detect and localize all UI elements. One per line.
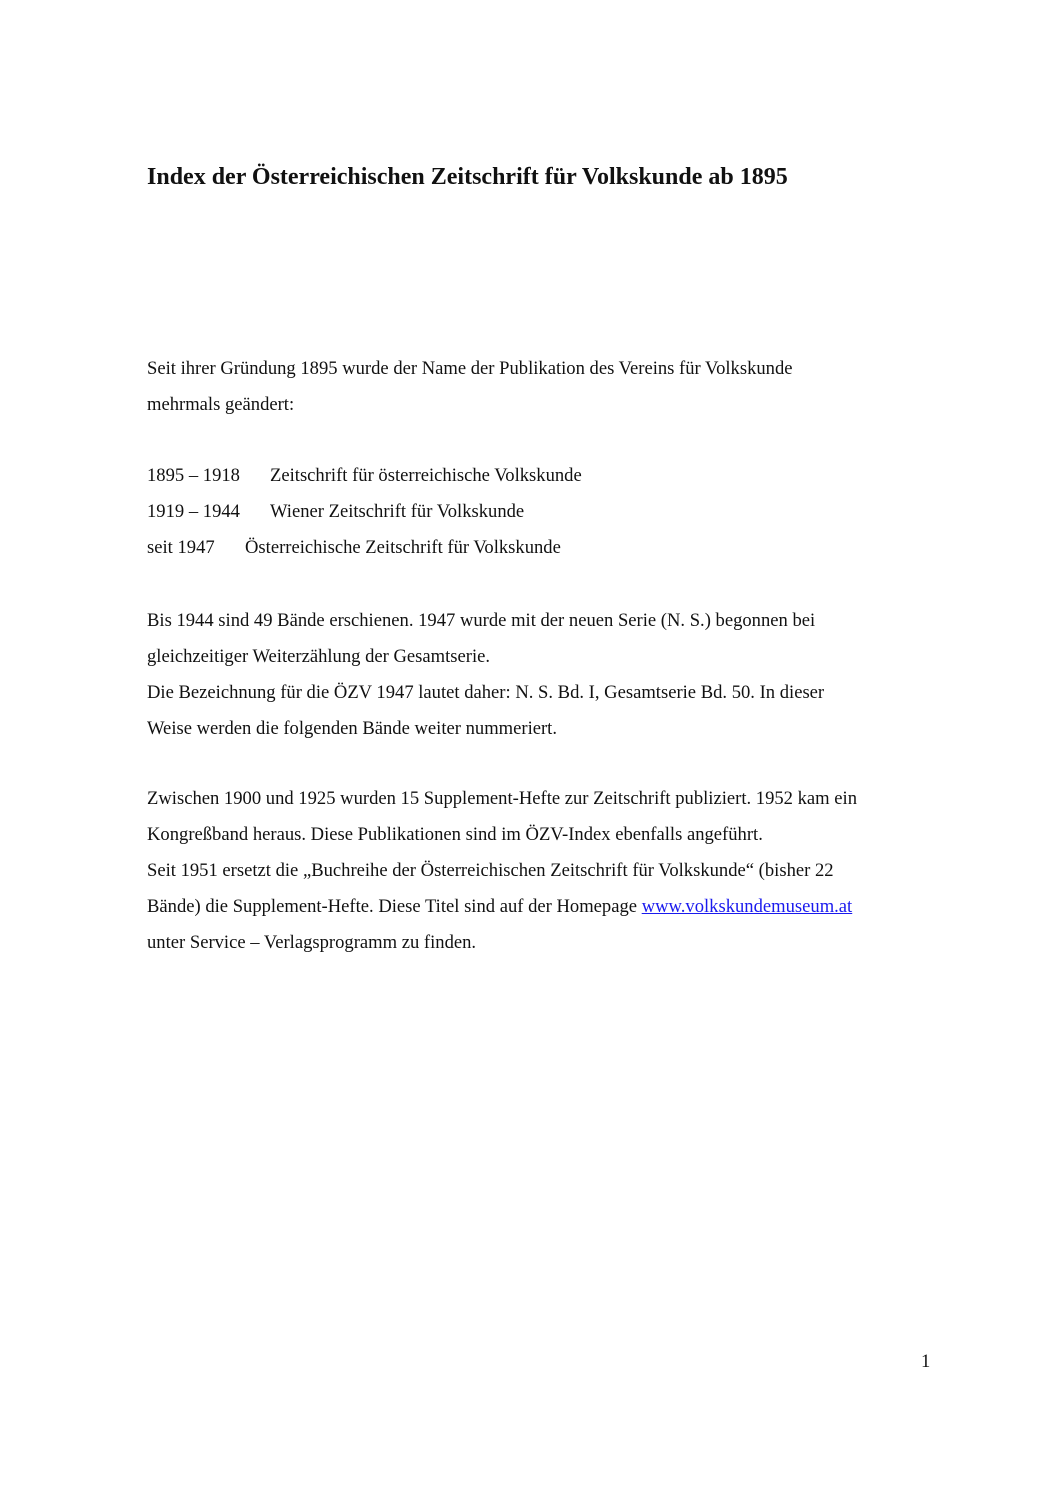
supplements-line-text: Bände) die Supplement-Hefte. Diese Titel sind auf der Homepage [147,896,642,917]
volumes-line: Die Bezeichnung für die ÖZV 1947 lautet daher: N. S. Bd. I, Gesamtserie Bd. 50. In dieser [147,682,825,703]
name-history-name: Wiener Zeitschrift für Volkskunde [270,501,525,522]
supplements-paragraph [147,781,947,961]
name-history-row [147,494,947,530]
name-history-range: seit 1947 [147,537,215,558]
supplements-line: Seit 1951 ersetzt die „Buchreihe der Österreichischen Zeitschrift für Volkskunde“ (bisher 22 [147,860,834,881]
name-history-row [147,458,947,494]
intro-paragraph [147,351,947,423]
supplements-line: unter Service – Verlagsprogramm zu finden. [147,932,477,953]
name-history-name: Österreichische Zeitschrift für Volkskunde [245,537,561,558]
intro-line: Seit ihrer Gründung 1895 wurde der Name der Publikation des Vereins für Volkskunde [147,358,793,379]
intro-line: mehrmals geändert: [147,394,295,415]
page-number: 1 [921,1351,931,1372]
homepage-link[interactable]: www.volkskundemuseum.at [641,896,853,917]
name-history-range: 1895 – 1918 [147,465,240,486]
volumes-line: Bis 1944 sind 49 Bände erschienen. 1947 wurde mit der neuen Serie (N. S.) begonnen bei [147,610,816,631]
supplements-line-with-link [147,889,947,925]
supplements-line: Kongreßband heraus. Diese Publikationen sind im ÖZV-Index ebenfalls angeführt. [147,824,763,845]
name-history-list [147,458,947,566]
document-title: Index der Österreichischen Zeitschrift für Volkskunde ab 1895 [147,164,788,190]
volumes-paragraph [147,603,947,747]
volumes-line: gleichzeitiger Weiterzählung der Gesamtserie. [147,646,491,667]
name-history-name: Zeitschrift für österreichische Volkskunde [270,465,582,486]
supplements-line: Zwischen 1900 und 1925 wurden 15 Supplement-Hefte zur Zeitschrift publiziert. 1952 kam ein [147,788,858,809]
name-history-range: 1919 – 1944 [147,501,240,522]
volumes-line: Weise werden die folgenden Bände weiter nummeriert. [147,718,557,739]
name-history-row [147,530,947,566]
